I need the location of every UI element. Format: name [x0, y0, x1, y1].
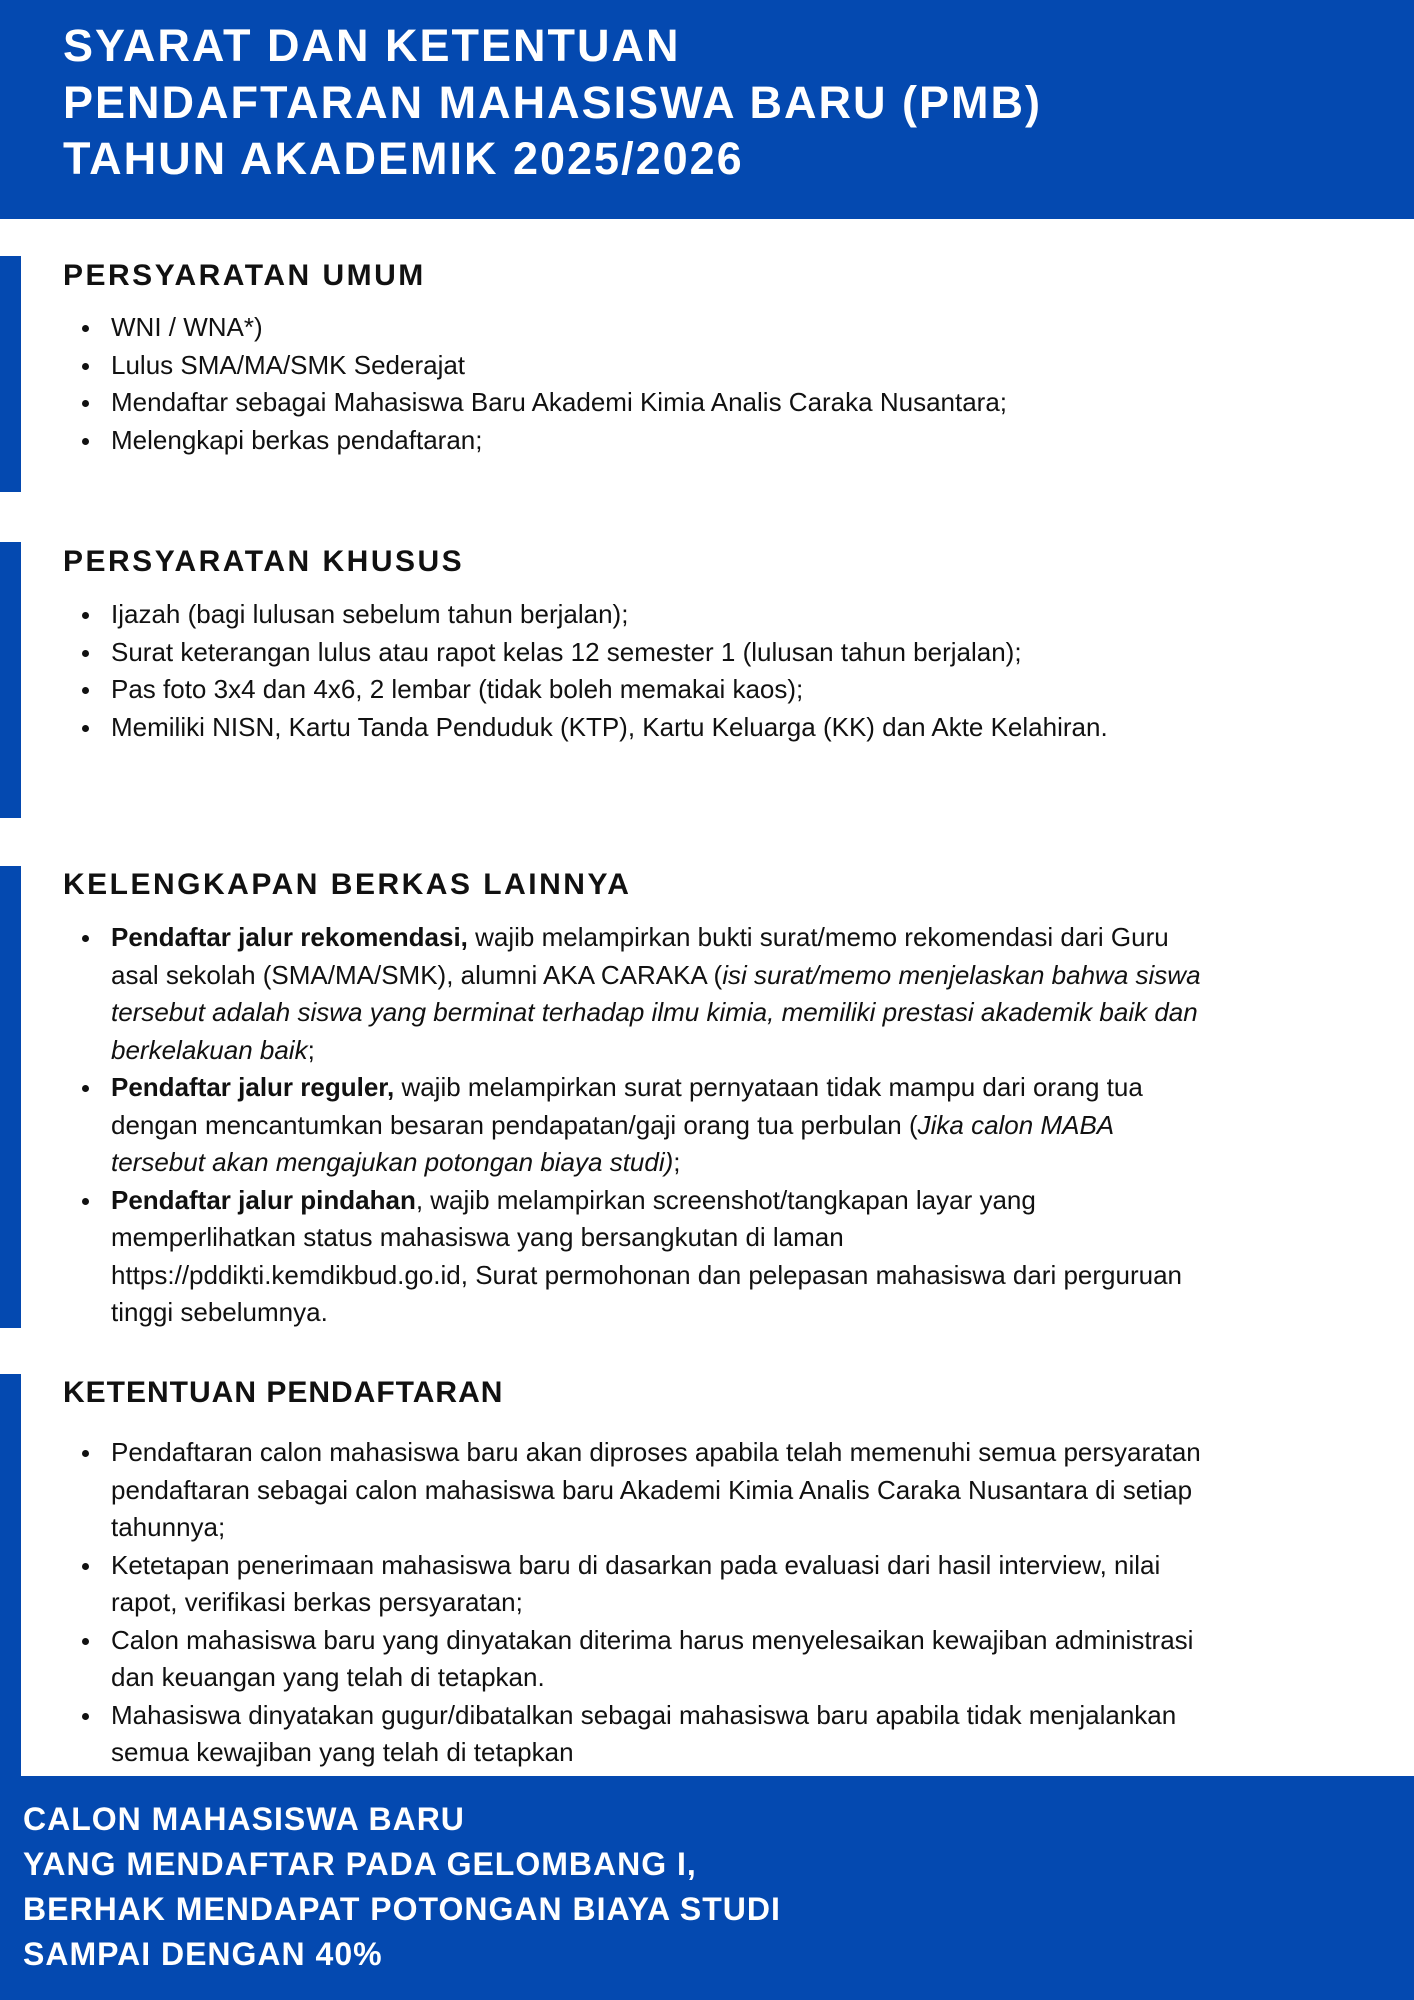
list-item: Mahasiswa dinyatakan gugur/dibatalkan sebagai mahasiswa baru apabila tidak menjalankan semua kewajiban yang telah di tetapkan — [111, 1697, 1201, 1772]
section-title-ketentuan-pendaftaran: KETENTUAN PENDAFTARAN — [63, 1376, 504, 1409]
list-item-italic: Jika calon MABA tersebut akan mengajukan potongan biaya studi) — [111, 1109, 1114, 1177]
header-title-line-1: SYARAT DAN KETENTUAN — [63, 20, 681, 71]
section-accent-bar-khusus — [0, 542, 21, 818]
header-title-line-3: TAHUN AKADEMIK 2025/2026 — [63, 133, 744, 184]
list-item — [111, 1182, 1201, 1332]
list-ketentuan-pendaftaran — [63, 1434, 1201, 1772]
section-accent-bar-umum — [0, 256, 21, 492]
header-title-line-2: PENDAFTARAN MAHASISWA BARU (PMB) — [63, 76, 1042, 128]
footer-line-2: YANG MENDAFTAR PADA GELOMBANG I, — [23, 1846, 697, 1882]
list-item-text: , wajib melampirkan screenshot/tangkapan layar yang memperlihatkan status mahasiswa yang bersangkutan di laman https://pddikti.kemdikbud.go.id, Surat permohonan dan pelepasan mahasiswa dari perguruan tinggi sebelumnya. — [111, 1184, 1183, 1327]
footer-line-4: SAMPAI DENGAN 40% — [23, 1936, 383, 1972]
footer-line-3: BERHAK MENDAPAT POTONGAN BIAYA STUDI — [23, 1891, 781, 1927]
section-title-kelengkapan-berkas: KELENGKAPAN BERKAS LAINNYA — [63, 868, 632, 901]
header-banner — [0, 0, 1414, 219]
list-item: Pendaftaran calon mahasiswa baru akan diproses apabila telah memenuhi semua persyaratan pendaftaran sebagai calon mahasiswa baru Akademi Kimia Analis Caraka Nusantara di setiap tahunnya; — [111, 1434, 1201, 1547]
list-item-bold-lead: Pendaftar jalur reguler, — [111, 1072, 395, 1102]
list-item-text: wajib melampirkan bukti surat/memo rekomendasi dari Guru asal sekolah (SMA/MA/SMK), alumni AKA CARAKA ( — [111, 922, 1169, 990]
list-item: Surat keterangan lulus atau rapot kelas 12 semester 1 (lulusan tahun berjalan); — [111, 634, 1201, 672]
list-item-bold-lead: Pendaftar jalur pindahan — [111, 1184, 416, 1215]
list-item: WNI / WNA*) — [111, 309, 1201, 347]
list-item: Calon mahasiswa baru yang dinyatakan diterima harus menyelesaikan kewajiban administrasi dan keuangan yang telah di tetapkan. — [111, 1622, 1201, 1697]
section-title-persyaratan-khusus: PERSYARATAN KHUSUS — [63, 545, 465, 578]
section-accent-bar-lainnya — [0, 866, 21, 1328]
list-item: Ijazah (bagi lulusan sebelum tahun berjalan); — [111, 596, 1201, 634]
list-item: Mendaftar sebagai Mahasiswa Baru Akademi Kimia Analis Caraka Nusantara; — [111, 384, 1201, 422]
list-item: Pas foto 3x4 dan 4x6, 2 lembar (tidak boleh memakai kaos); — [111, 671, 1201, 709]
footer-line-1: CALON MAHASISWA BARU — [23, 1801, 465, 1837]
list-item: Ketetapan penerimaan mahasiswa baru di dasarkan pada evaluasi dari hasil interview, nilai rapot, verifikasi berkas persyaratan; — [111, 1547, 1201, 1622]
list-persyaratan-khusus — [63, 596, 1201, 746]
list-item — [111, 1069, 1201, 1182]
footer-banner — [0, 1776, 1414, 2000]
section-title-persyaratan-umum: PERSYARATAN UMUM — [63, 259, 426, 292]
list-item: Memiliki NISN, Kartu Tanda Penduduk (KTP), Kartu Keluarga (KK) dan Akte Kelahiran. — [111, 709, 1201, 747]
list-item — [111, 919, 1201, 1069]
list-item: Lulus SMA/MA/SMK Sederajat — [111, 347, 1201, 385]
section-accent-bar-ketentuan — [0, 1374, 21, 1778]
list-item: Melengkapi berkas pendaftaran; — [111, 422, 1201, 460]
list-persyaratan-umum — [63, 309, 1201, 459]
list-item-bold-lead: Pendaftar jalur rekomendasi, — [111, 922, 468, 952]
list-item-tail: ; — [673, 1147, 681, 1177]
list-kelengkapan-berkas — [63, 919, 1201, 1332]
list-item-text: wajib melampirkan surat pernyataan tidak mampu dari orang tua dengan mencantumkan besaran pendapatan/gaji orang tua perbulan ( — [111, 1072, 1143, 1140]
list-item-tail: ; — [307, 1034, 315, 1065]
list-item-italic: isi surat/memo menjelaskan bahwa siswa tersebut adalah siswa yang berminat terhadap ilmu kimia, memiliki prestasi akademik baik dan berkelakuan baik — [111, 959, 1201, 1065]
